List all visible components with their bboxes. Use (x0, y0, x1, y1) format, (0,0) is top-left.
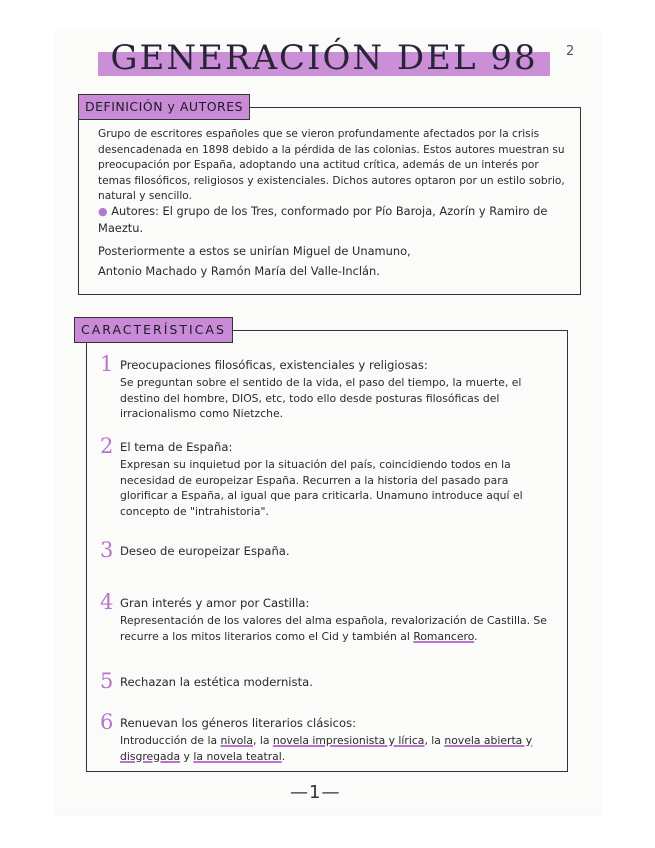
genre-impressionist-novel: novela impresionista y lírica (272, 734, 425, 747)
page-number: 2 (566, 44, 575, 59)
item-number: 2 (100, 434, 114, 458)
item-heading: El tema de España: (120, 440, 233, 454)
separator: y (180, 749, 194, 763)
authors-text: Autores: El grupo de los Tres, conformado por Pío Baroja, Azorín y Ramiro de Maeztu. (98, 204, 548, 235)
later-authors-line-2: Antonio Machado y Ramón María del Valle-Inclán. (98, 264, 380, 278)
item-number: 3 (100, 538, 114, 562)
item-body-text: Representación de los valores del alma española, revalorización de Castilla. Se recurre a los mitos literarios como el Cid y también al (120, 614, 547, 643)
item-body-text: Introducción de la (120, 734, 221, 747)
item-body (120, 613, 550, 644)
item-body: Se preguntan sobre el sentido de la vida, el paso del tiempo, la muerte, el destino del hombre, DIOS, etc, todo ello desde posturas filosóficas del irracionalismo como Nietzche. (120, 376, 522, 420)
item-heading: Deseo de europeizar España. (120, 544, 290, 558)
romancero-term: Romancero (413, 629, 475, 643)
page-title: GENERACIÓN DEL 98 (110, 38, 538, 78)
item-body-end: . (474, 629, 478, 643)
item-number: 5 (100, 669, 114, 693)
item-number: 6 (100, 710, 114, 734)
characteristics-label: CARACTERÍSTICAS (74, 317, 233, 343)
later-authors-line-1: Posteriormente a estos se unirían Miguel de Unamuno, (98, 244, 411, 258)
genre-nivola: nivola (220, 734, 253, 747)
separator: , la (424, 734, 445, 747)
item-heading: Rechazan la estética modernista. (120, 675, 313, 689)
item-heading: Gran interés y amor por Castilla: (120, 596, 310, 610)
separator: , la (252, 734, 273, 747)
genre-theatrical-novel: la novela teatral (193, 749, 282, 763)
authors-line (98, 203, 568, 237)
item-number: 1 (100, 352, 114, 376)
genre-open-novel: novela abierta y disgregada (120, 734, 533, 763)
item-body-end: . (281, 749, 286, 763)
item-heading: Renuevan los géneros literarios clásicos: (120, 716, 357, 730)
item-heading: Preocupaciones filosóficas, existenciales y religiosas: (120, 358, 428, 372)
footer-page-marker: —1— (290, 782, 341, 803)
item-body: Expresan su inquietud por la situación del país, coincidiendo todos en la necesidad de europeizar España. Recurren a la historia del pasado para glorificar a España, al igual que para criticarla. Unamuno introduce aquí el concepto de "intrahistoria". (120, 458, 523, 518)
definition-label: DEFINICIÓN y AUTORES (78, 94, 250, 120)
item-body (120, 733, 550, 764)
bullet-icon: ● (98, 205, 108, 218)
item-number: 4 (100, 590, 114, 614)
definition-paragraph: Grupo de escritores españoles que se vieron profundamente afectados por la crisis desencadenada en 1898 debido a la pérdida de las colonias. Estos autores muestran su preocupación por España, adoptando una actitud crítica, además de un interés por temas filosóficos, religiosos y existenciales. Dichos autores optaron por un estilo sobrio, natural y sencillo. (98, 128, 565, 202)
